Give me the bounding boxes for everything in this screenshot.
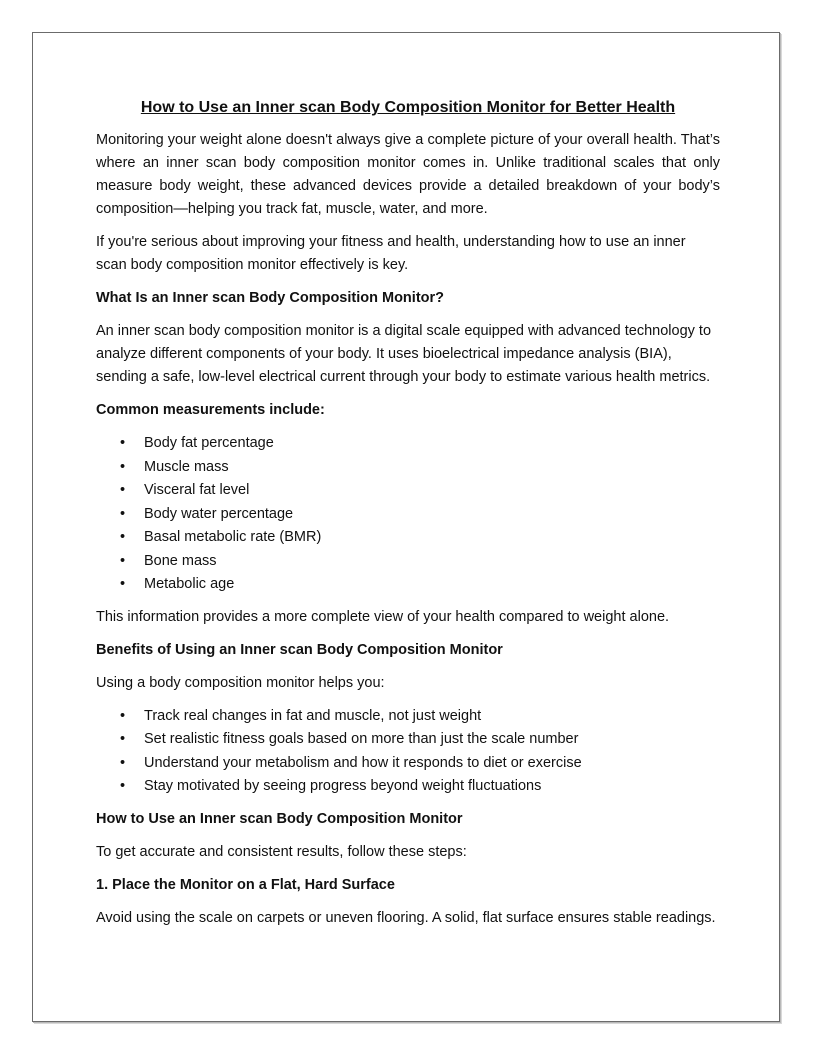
- measurements-closing: This information provides a more complete view of your health compared to weight alone.: [96, 608, 670, 625]
- list-item: [96, 705, 720, 729]
- list-item-text: Set realistic fitness goals based on more than just the scale number: [144, 731, 579, 747]
- list-item-text: Bone mass: [144, 552, 217, 569]
- list-item: [96, 728, 720, 752]
- bullet-icon: •: [120, 731, 126, 747]
- document-title: How to Use an Inner scan Body Composition Monitor for Better Health: [140, 99, 676, 116]
- intro-paragraph-1: Monitoring your weight alone doesn't always give a complete picture of your overall health. That’s where an inner scan body composition monitor comes in. Unlike traditional scales that only measure body weight, these advanced devices provide a detailed breakdown of your body’s composition—helping you track fat, muscle, water, and more.: [96, 132, 720, 217]
- list-item-text: Metabolic age: [144, 576, 235, 592]
- intro-paragraph-2: If you're serious about improving your fitness and health, understanding how to use an inner scan body composition monitor effectively is key.: [96, 234, 686, 273]
- step-1-text: Avoid using the scale on carpets or uneven flooring. A solid, flat surface ensures stable readings.: [96, 909, 716, 926]
- list-item: [96, 503, 720, 527]
- section-what-paragraph: An inner scan body composition monitor is a digital scale equipped with advanced technology to analyze different components of your body. It uses bioelectrical impedance analysis (BIA), sending a safe, low-level electrical current through your body to estimate various health metrics.: [96, 323, 712, 385]
- bullet-icon: •: [120, 552, 126, 569]
- bullet-icon: •: [120, 778, 126, 794]
- list-item-text: Basal metabolic rate (BMR): [144, 529, 322, 545]
- document-body: [96, 97, 720, 940]
- bullet-icon: •: [120, 435, 126, 451]
- measurements-list: [96, 432, 720, 597]
- list-item-text: Stay motivated by seeing progress beyond weight fluctuations: [144, 778, 542, 794]
- list-item-text: Track real changes in fat and muscle, not just weight: [144, 707, 482, 724]
- bullet-icon: •: [120, 505, 126, 522]
- bullet-icon: •: [120, 576, 126, 592]
- list-item: [96, 456, 720, 480]
- bullet-icon: •: [120, 529, 126, 545]
- list-item: [96, 573, 720, 597]
- list-item-text: Body water percentage: [144, 505, 294, 522]
- list-item: [96, 550, 720, 574]
- list-item: [96, 752, 720, 776]
- bullet-icon: •: [120, 482, 126, 498]
- benefits-intro: Using a body composition monitor helps you:: [96, 674, 385, 691]
- bullet-icon: •: [120, 754, 126, 771]
- benefits-heading: Benefits of Using an Inner scan Body Composition Monitor: [96, 641, 503, 658]
- bullet-icon: •: [120, 707, 126, 724]
- list-item: [96, 775, 720, 799]
- list-item: [96, 479, 720, 503]
- bullet-icon: •: [120, 458, 126, 475]
- list-item-text: Understand your metabolism and how it responds to diet or exercise: [144, 754, 582, 771]
- list-item-text: Visceral fat level: [144, 482, 250, 498]
- benefits-list: [96, 705, 720, 799]
- list-item: [96, 526, 720, 550]
- step-1-heading: 1. Place the Monitor on a Flat, Hard Surface: [96, 876, 395, 893]
- howto-intro: To get accurate and consistent results, follow these steps:: [96, 843, 467, 860]
- section-what-heading: What Is an Inner scan Body Composition Monitor?: [96, 290, 445, 306]
- list-item-text: Body fat percentage: [144, 435, 274, 451]
- list-item-text: Muscle mass: [144, 458, 229, 475]
- list-item: [96, 432, 720, 456]
- measurements-heading: Common measurements include:: [96, 402, 325, 418]
- howto-heading: How to Use an Inner scan Body Composition Monitor: [96, 810, 463, 827]
